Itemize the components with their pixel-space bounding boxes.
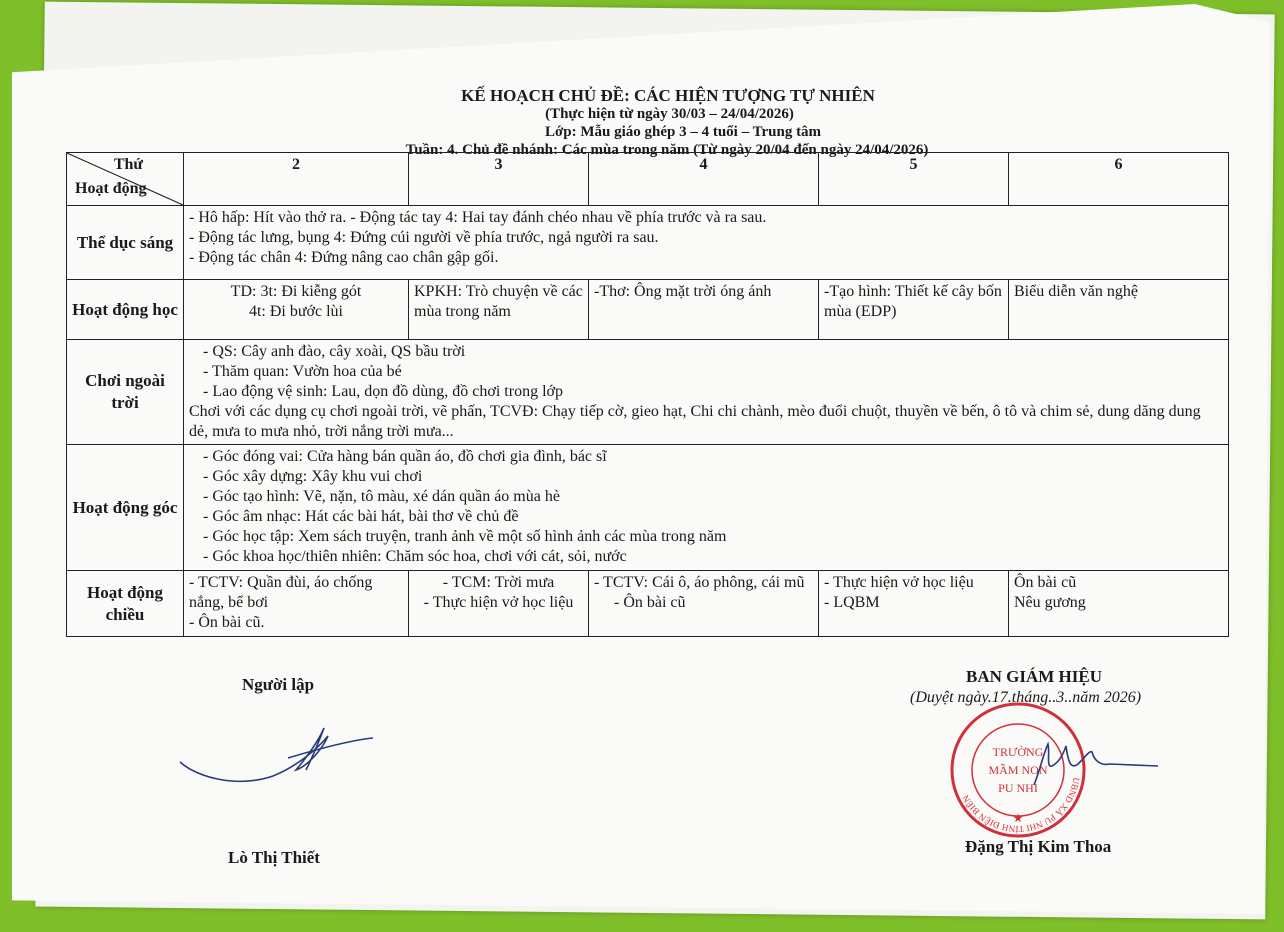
row-label-afternoon: Hoạt động chiều (67, 571, 184, 637)
day-header-4: 4 (589, 153, 819, 206)
learning-mon-line: TD: 3t: Đi kiễng gót (230, 283, 362, 300)
list-item: - Góc học tập: Xem sách truyện, tranh ảnh về một số hình ảnh các mùa trong năm (203, 528, 727, 545)
learning-wed: -Thơ: Ông mặt trời óng ánh (589, 280, 819, 340)
document-title: KẾ HOẠCH CHỦ ĐỀ: CÁC HIỆN TƯỢNG TỰ NHIÊN (461, 86, 875, 105)
morning-line: - Động tác chân 4: Đứng nâng cao chân gập gối. (189, 249, 499, 266)
row-outdoor (67, 340, 1229, 445)
row-label-learning: Hoạt động học (67, 280, 184, 340)
list-item: - Góc âm nhạc: Hát các bài hát, bài thơ về chủ đề (203, 508, 519, 525)
row-label-outdoor: Chơi ngoài trời (67, 340, 184, 445)
list-item: - Góc xây dựng: Xây khu vui chơi (203, 468, 423, 485)
preparer-name: Lò Thị Thiết (228, 848, 320, 867)
stamp-line: PU NHI (998, 781, 1038, 795)
row-label-corner-play: Hoạt động góc (67, 445, 184, 571)
afternoon-line: - Ôn bài cũ. (189, 614, 265, 631)
outdoor-content (184, 340, 1229, 445)
stamp-line: TRƯỜNG (992, 745, 1044, 759)
row-morning-exercise (67, 206, 1229, 280)
document-class: Lớp: Mẫu giáo ghép 3 – 4 tuổi – Trung tâm (544, 124, 822, 140)
day-header-6: 6 (1009, 153, 1229, 206)
stamp-line: MẦM NON (988, 763, 1048, 777)
principal-name: Đặng Thị Kim Thoa (965, 837, 1112, 856)
list-item: - QS: Cây anh đào, cây xoài, QS bầu trời (203, 343, 466, 360)
list-item: - Góc đóng vai: Cửa hàng bán quần áo, đồ chơi gia đình, bác sĩ (203, 448, 607, 465)
row-corner-play (67, 445, 1229, 571)
learning-fri: Biểu diễn văn nghệ (1009, 280, 1229, 340)
corner-play-list (189, 447, 1223, 567)
list-item: - Thăm quan: Vườn hoa của bé (203, 363, 402, 380)
stamp-star-icon: ★ (1012, 811, 1024, 825)
morning-line: - Động tác lưng, bụng 4: Đứng cúi người về phía trước, ngả người ra sau. (189, 229, 659, 246)
afternoon-line: Nêu gương (1014, 594, 1086, 611)
afternoon-fri (1009, 571, 1229, 637)
afternoon-line: - Thực hiện vở học liệu (423, 594, 574, 611)
afternoon-line: - Ôn bài cũ (614, 594, 686, 611)
list-item: - Góc tạo hình: Vẽ, nặn, tô màu, xé dán quần áo mùa hè (203, 488, 560, 505)
row-learning (67, 280, 1229, 340)
list-item: - Góc khoa học/thiên nhiên: Chăm sóc hoa, chơi với cát, sỏi, nước (203, 548, 627, 565)
title-block (0, 86, 1284, 158)
afternoon-line: - TCTV: Quần đùi, áo chống nắng, bể bơi (189, 574, 373, 611)
corner-label-activity: Hoạt động (75, 180, 147, 197)
document-period: (Thực hiện từ ngày 30/03 – 24/04/2026) (545, 106, 794, 122)
afternoon-line: - TCM: Trời mưa (442, 574, 555, 591)
document-week: Tuần: 4. Chủ đề nhánh: Các mùa trong năm (Từ ngày 20/04 đến ngày 24/04/2026) (405, 142, 929, 158)
afternoon-mon (184, 571, 409, 637)
outdoor-note: Chơi với các dụng cụ chơi ngoài trời, vẽ phấn, TCVĐ: Chạy tiếp cờ, gieo hạt, Chi chi chành, mèo đuổi chuột, thuyền về bến, ô tô và chim sẻ, dung dăng dung dẻ, mưa to mưa nhỏ, trời nắng trời mưa... (189, 403, 1201, 440)
corner-label-day: Thứ (113, 156, 143, 173)
corner-cell (67, 153, 184, 206)
learning-mon-line: 4t: Đi bước lùi (248, 303, 343, 320)
afternoon-line: - Thực hiện vở học liệu (824, 574, 974, 591)
day-header-2: 2 (184, 153, 409, 206)
row-label-morning: Thể dục sáng (67, 206, 184, 280)
table-header-row (67, 153, 1229, 206)
board-title: BAN GIÁM HIỆU (966, 667, 1103, 686)
approval-date: (Duyệt ngày.17.tháng..3..năm 2026) (910, 689, 1142, 706)
list-item: - Lao động vệ sinh: Lau, dọn đồ dùng, đồ chơi trong lớp (203, 383, 563, 400)
principal-signature (1030, 740, 1160, 795)
day-header-3: 3 (409, 153, 589, 206)
row-afternoon (67, 571, 1229, 637)
plan-table (66, 152, 1229, 637)
learning-thu: -Tạo hình: Thiết kế cây bốn mùa (EDP) (819, 280, 1009, 340)
morning-content (184, 206, 1229, 280)
stamp-ring-text: UBND XÃ PU NHI TỈNH ĐIỆN BIÊN (960, 776, 1082, 835)
outdoor-list (189, 342, 1223, 402)
afternoon-line: - TCTV: Cái ô, áo phông, cái mũ (594, 574, 805, 591)
learning-mon (184, 280, 409, 340)
afternoon-line: - LQBM (824, 594, 880, 611)
afternoon-tue (409, 571, 589, 637)
learning-tue: KPKH: Trò chuyện về các mùa trong năm (409, 280, 589, 340)
morning-line: - Hô hấp: Hít vào thở ra. - Động tác tay 4: Hai tay đánh chéo nhau về phía trước và ra sau. (189, 209, 767, 226)
afternoon-wed (589, 571, 819, 637)
day-header-5: 5 (819, 153, 1009, 206)
afternoon-thu (819, 571, 1009, 637)
afternoon-line: Ôn bài cũ (1014, 574, 1077, 591)
preparer-role: Người lập (242, 675, 315, 694)
preparer-signature (178, 718, 378, 793)
corner-play-content (184, 445, 1229, 571)
